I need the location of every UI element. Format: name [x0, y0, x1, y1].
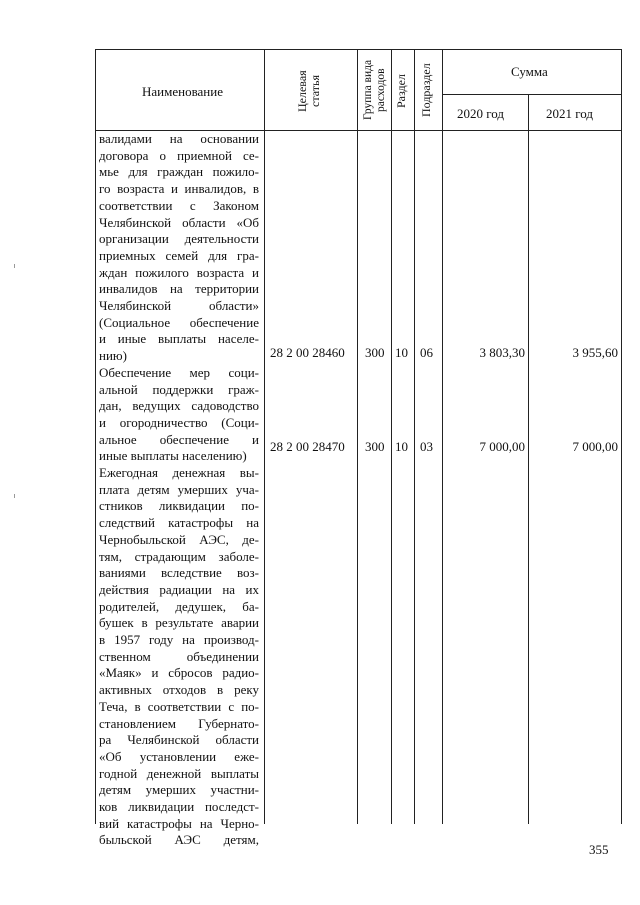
row1-group: 300	[365, 345, 385, 360]
name-line: Чернобыльской АЭС, де-	[99, 531, 259, 547]
row2-subsection: 03	[420, 439, 433, 454]
name-line: Обеспечение мер соци-	[99, 364, 259, 380]
header-name: Наименование	[142, 84, 223, 99]
row1-section: 10	[395, 345, 408, 360]
name-line: нию)	[99, 348, 127, 364]
name-line: и иные выплаты населе-	[99, 331, 259, 347]
header-year-2020: 2020 год	[457, 106, 504, 121]
name-line: следствий катастрофы на	[99, 515, 259, 531]
name-line: активных отходов в реку	[99, 682, 259, 698]
header-section: Раздел	[394, 74, 408, 108]
scan-mark	[14, 264, 15, 268]
name-line: плата детям умерших уча-	[99, 481, 259, 497]
name-line: ваниями вследствие воз-	[99, 565, 259, 581]
name-line: детям умерших участни-	[99, 782, 259, 798]
name-line: ственном объединении	[99, 648, 259, 664]
row1-target: 28 2 00 28460	[270, 345, 345, 360]
name-line: Челябинской области «Об	[99, 214, 259, 230]
name-line: «Об установлении еже-	[99, 748, 259, 764]
name-line: бушек в результате аварии	[99, 615, 259, 631]
row2-group: 300	[365, 439, 385, 454]
row1-amount-2020: 3 803,30	[479, 345, 525, 360]
name-line: го возраста и инвалидов, в	[99, 181, 259, 197]
scan-mark	[14, 494, 15, 498]
name-line: соответствии с Законом	[99, 197, 259, 213]
name-line: Челябинской области»	[99, 298, 259, 313]
row1-subsection: 06	[420, 345, 433, 360]
name-line: организации деятельности	[99, 231, 259, 247]
page-number: 355	[589, 842, 609, 857]
header-year-2021: 2021 год	[546, 106, 593, 121]
name-line: родителей, дедушек, ба-	[99, 598, 259, 614]
header-subsection: Подраздел	[419, 63, 433, 117]
name-line: валидами на основании	[99, 131, 259, 146]
name-line: дан, ведущих садоводство	[99, 398, 259, 414]
name-line: стников ликвидации по-	[99, 498, 259, 514]
header-sum: Сумма	[511, 64, 548, 79]
name-line: иные выплаты населению)	[99, 448, 247, 464]
row2-target: 28 2 00 28470	[270, 439, 345, 454]
name-line: ждан пожилого возраста и	[99, 264, 259, 280]
name-line: действия радиации на их	[99, 581, 259, 597]
name-line: Теча, в соответствии с по-	[99, 698, 259, 714]
row1-amount-2021: 3 955,60	[572, 345, 618, 360]
name-line: и огородничество (Соци-	[99, 414, 259, 430]
name-line: приемных семей для гра-	[99, 247, 259, 263]
name-line: альной поддержки граж-	[99, 381, 259, 397]
name-line: становлением Губернато-	[99, 715, 259, 731]
name-line: договора о приемной се-	[99, 147, 259, 163]
name-line: инвалидов на территории	[99, 281, 259, 297]
name-line: ра Челябинской области	[99, 732, 259, 748]
name-line: альное обеспечение и	[99, 431, 259, 447]
name-line: Ежегодная денежная вы-	[99, 465, 259, 480]
name-line: «Маяк» и сбросов радио-	[99, 665, 259, 681]
name-line: мье для граждан пожило-	[99, 164, 259, 180]
name-line: в 1957 году на производ-	[99, 632, 259, 647]
name-line: быльской АЭС детям,	[99, 832, 259, 848]
name-line: вий катастрофы на Черно-	[99, 815, 259, 831]
header-group: Группа вида расходов	[362, 59, 387, 121]
row2-amount-2021: 7 000,00	[572, 439, 618, 454]
name-line: тям, страдающим заболе-	[99, 548, 259, 564]
row2-section: 10	[395, 439, 408, 454]
header-target: Целевая статья	[295, 70, 322, 112]
name-line: (Социальное обеспечение	[99, 314, 259, 330]
name-line: ков ликвидации последст-	[99, 799, 259, 814]
row2-amount-2020: 7 000,00	[479, 439, 525, 454]
name-line: годной денежной выплаты	[99, 765, 259, 781]
